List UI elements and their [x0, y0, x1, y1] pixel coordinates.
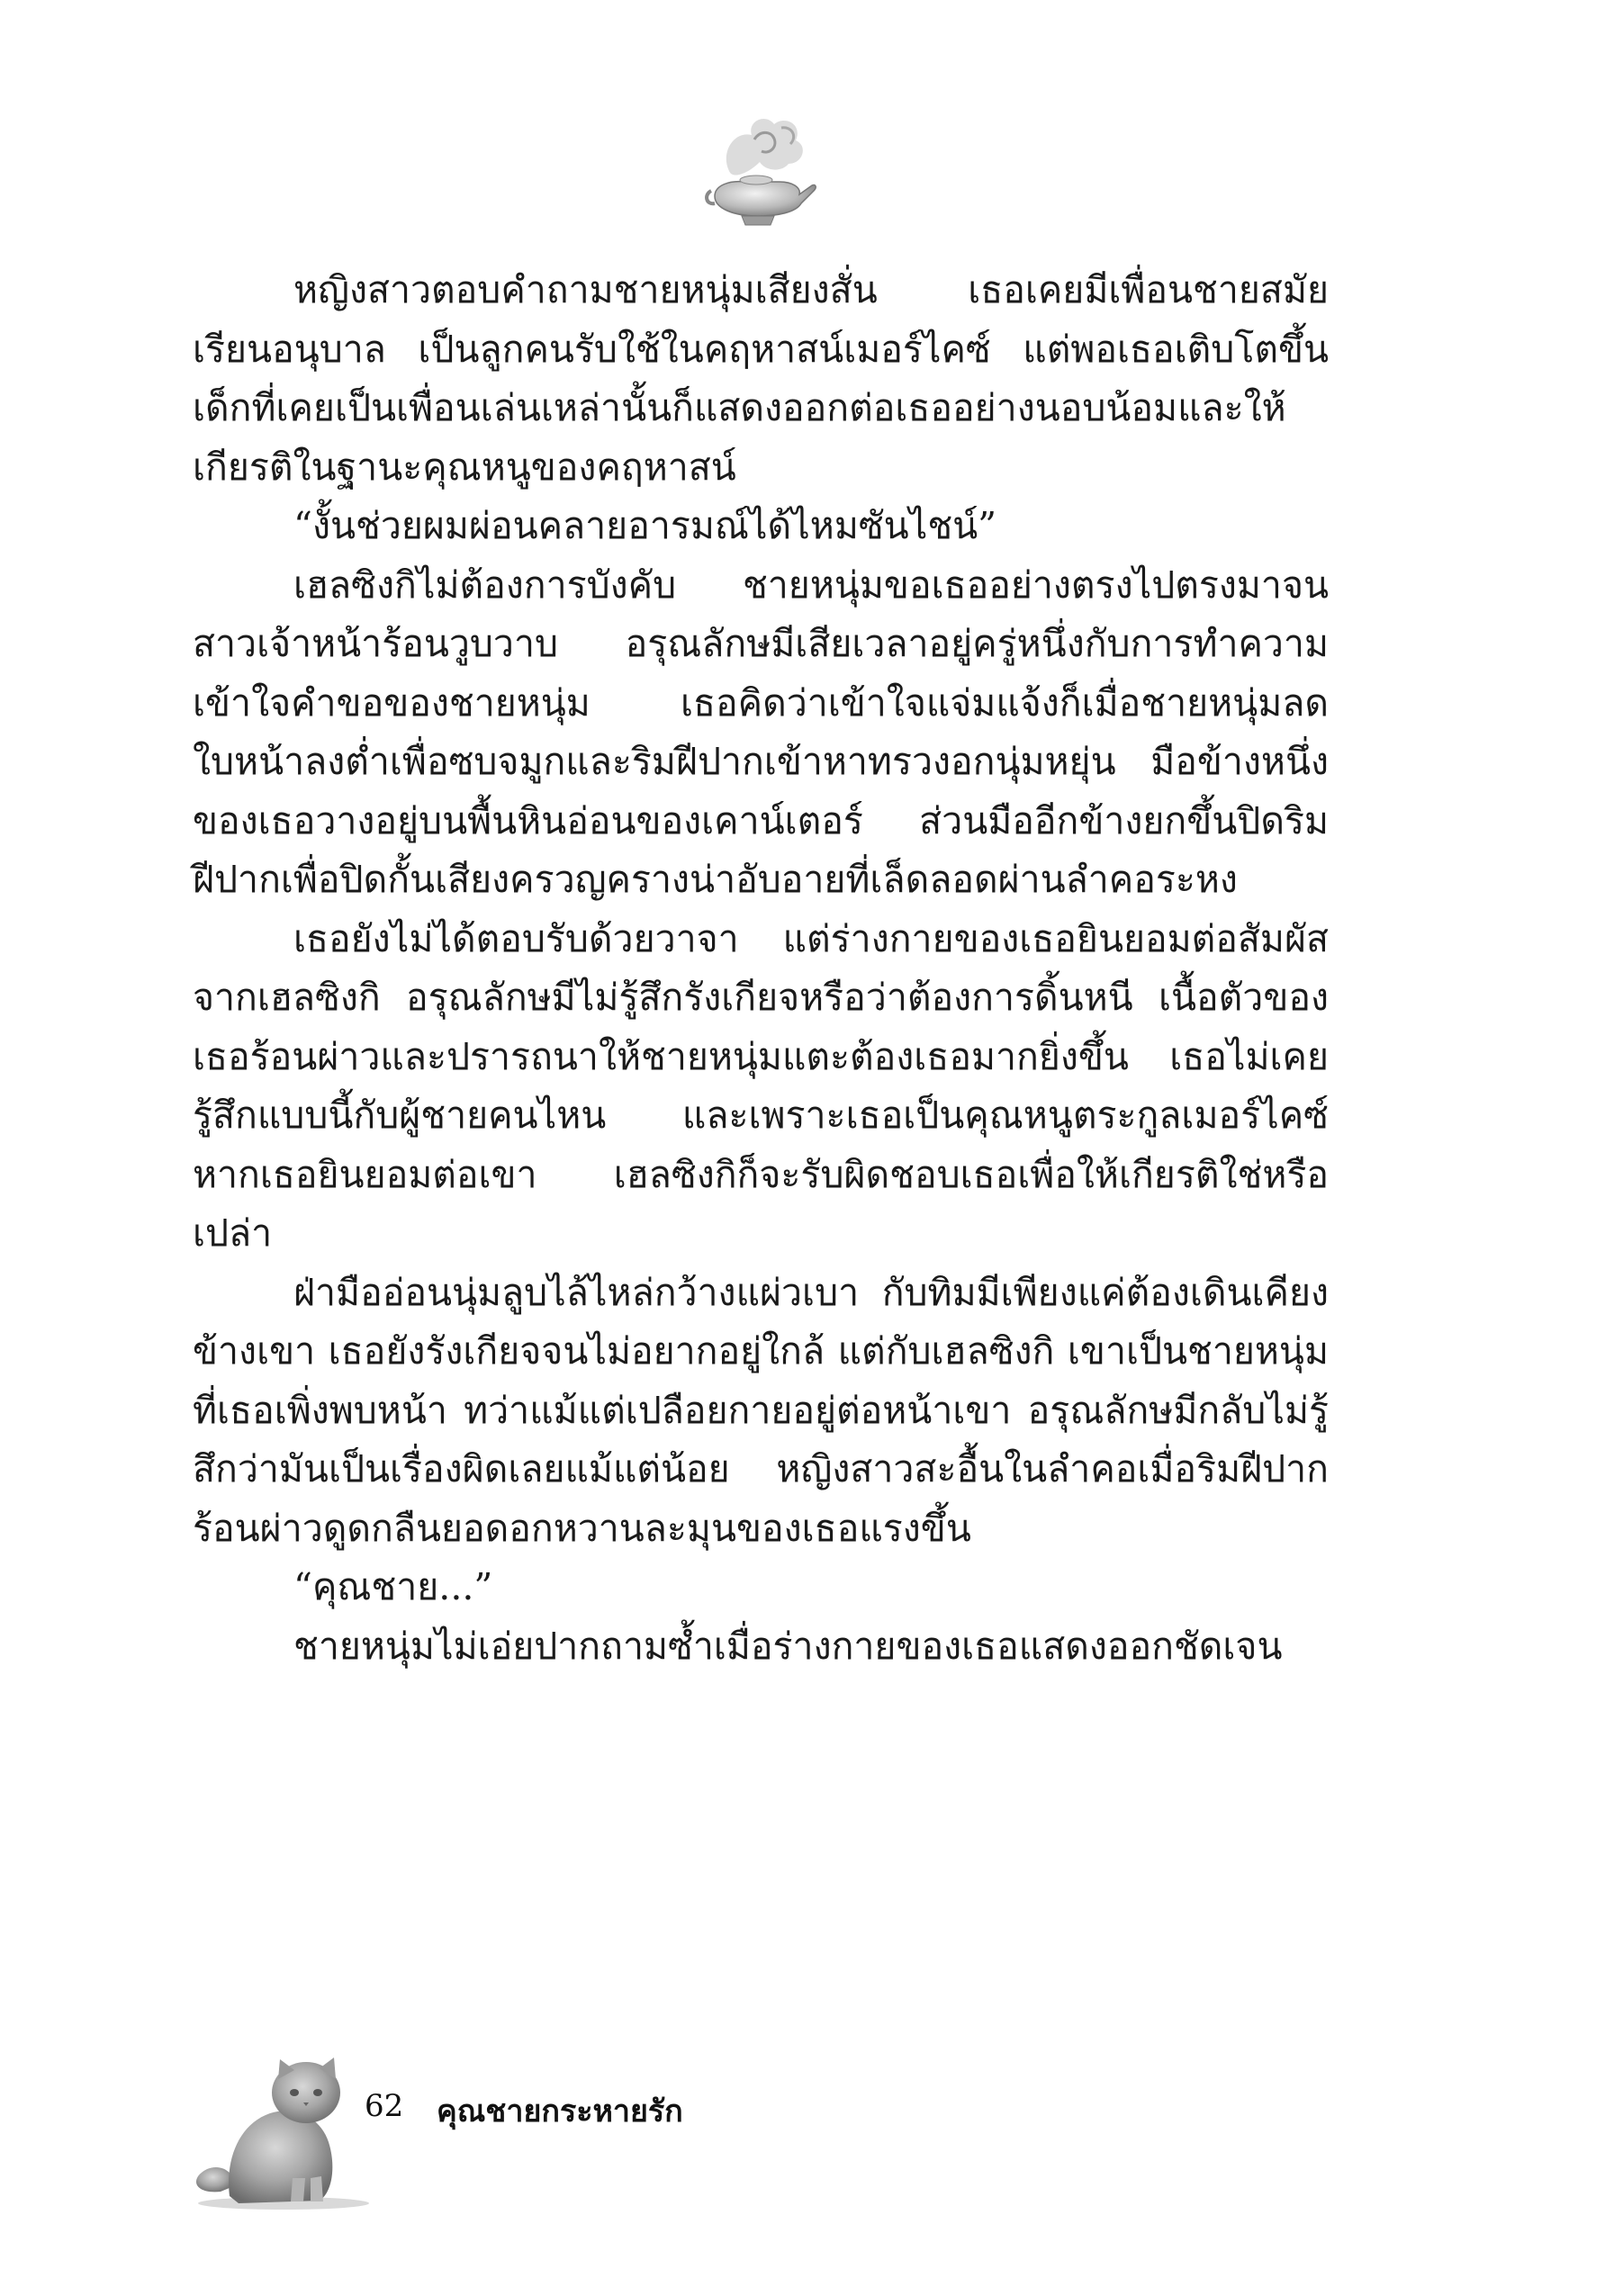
- paragraph: ชายหนุ่มไม่เอ่ยปากถามซ้ำเมื่อร่างกายของเธอแสดงออกชัดเจน: [293, 1624, 1283, 1668]
- page-footer: [0, 2043, 1605, 2223]
- book-title: คุณชายกระหายรัก: [437, 2093, 683, 2129]
- paragraph: หญิงสาวตอบคำถามชายหนุ่มเสียงสั่น เธอเคยมีเพื่อนชายสมัยเรียนอนุบาล เป็นลูกคนรับใช้ในคฤหาสน์เมอร์ไคซ์ แต่พอเธอเติบโตขึ้น เด็กที่เคยเป็นเพื่อนเล่นเหล่านั้นก็แสดงออกต่อเธออย่างนอบน้อมและให้เกียรติในฐานะคุณหนูของคฤหาสน์: [193, 268, 1329, 489]
- paragraph: ฝ่ามืออ่อนนุ่มลูบไล้ไหล่กว้างแผ่วเบา กับทิมมีเพียงแค่ต้องเดินเคียงข้างเขา เธอยังรังเกียจจนไม่อยากอยู่ใกล้ แต่กับเฮลซิงกิ เขาเป็นชายหนุ่มที่เธอเพิ่งพบหน้า ทว่าแม้แต่เปลือยกายอยู่ต่อหน้าเขา อรุณลักษมีกลับไม่รู้สึกว่ามันเป็นเรื่องผิดเลยแม้แต่น้อย หญิงสาวสะอื้นในลำคอเมื่อริมฝีปากร้อนผ่าวดูดกลืนยอดอกหวานละมุนของเธอแรงขึ้น: [193, 1270, 1329, 1550]
- cat-icon: [185, 2043, 378, 2210]
- paragraph: เธอยังไม่ได้ตอบรับด้วยวาจา แต่ร่างกายของเธอยินยอมต่อสัมผัสจากเฮลซิงกิ อรุณลักษมีไม่รู้สึกรังเกียจหรือว่าต้องการดิ้นหนี เนื้อตัวของเธอร้อนผ่าวและปรารถนาให้ชายหนุ่มแตะต้องเธอมากยิ่งขึ้น เธอไม่เคยรู้สึกแบบนี้กับผู้ชายคนไหน และเพราะเธอเป็นคุณหนูตระกูลเมอร์ไคซ์ หากเธอยินยอมต่อเขา เฮลซิงกิก็จะรับผิดชอบเธอเพื่อให้เกียรติใช่หรือเปล่า: [193, 916, 1329, 1255]
- page-body: [193, 261, 1329, 1676]
- dialogue-line: “งั้นช่วยผมผ่อนคลายอารมณ์ได้ไหมซันไชน์”: [293, 504, 997, 547]
- page-number: 62: [365, 2088, 404, 2124]
- dialogue-line: “คุณชาย...”: [293, 1565, 493, 1608]
- genie-lamp-icon: [702, 108, 819, 234]
- paragraph: เฮลซิงกิไม่ต้องการบังคับ ชายหนุ่มขอเธออย่างตรงไปตรงมาจนสาวเจ้าหน้าร้อนวูบวาบ อรุณลักษมีเสียเวลาอยู่ครู่หนึ่งกับการทำความเข้าใจคำขอของชายหนุ่ม เธอคิดว่าเข้าใจแจ่มแจ้งก็เมื่อชายหนุ่มลดใบหน้าลงต่ำเพื่อซบจมูกและริมฝีปากเข้าหาทรวงอกนุ่มหยุ่น มือข้างหนึ่งของเธอวางอยู่บนพื้นหินอ่อนของเคาน์เตอร์ ส่วนมืออีกข้างยกขึ้นปิดริมฝีปากเพื่อปิดกั้นเสียงครวญครางน่าอับอายที่เล็ดลอดผ่านลำคอระหง: [193, 563, 1329, 901]
